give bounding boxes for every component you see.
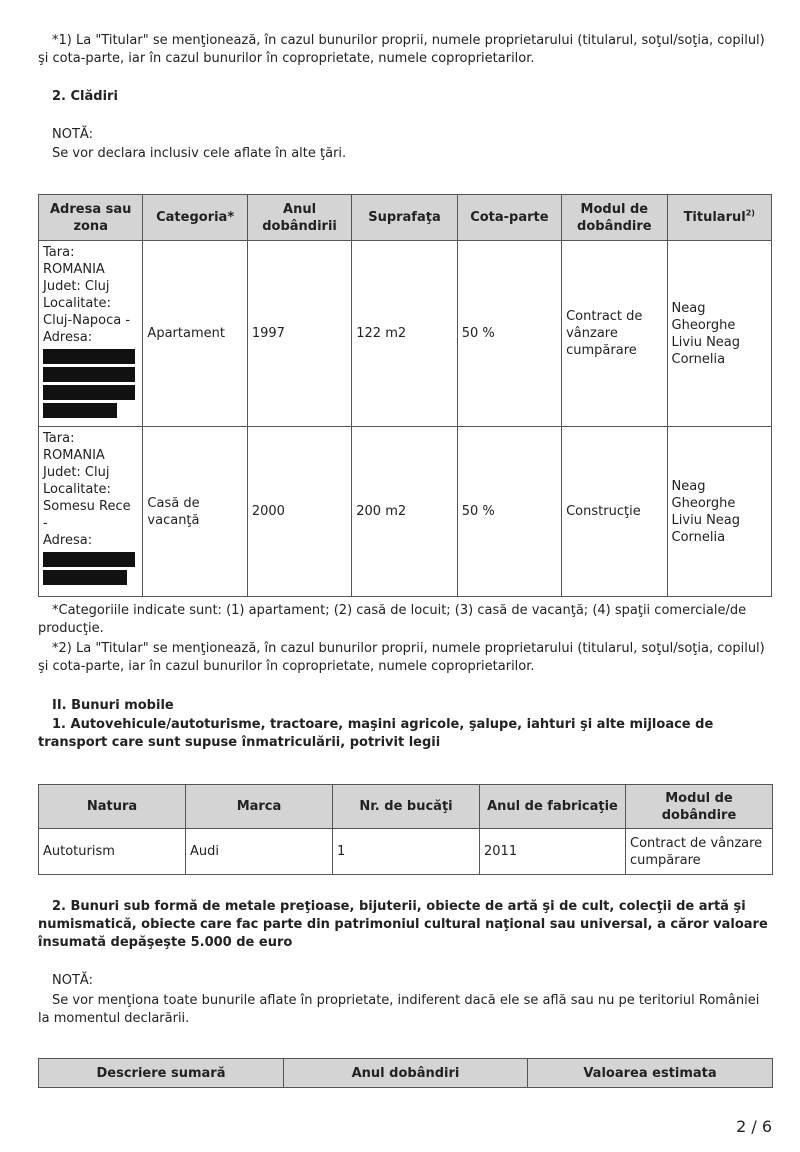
redaction-bar	[43, 385, 135, 400]
area-cell: 200 m2	[352, 427, 457, 597]
address-line: -	[43, 516, 48, 531]
address-line: ROMANIA	[43, 262, 105, 277]
header-anul: Anul dobândirii	[247, 195, 351, 241]
header-suprafata: Suprafaţa	[352, 195, 457, 241]
header-adresa: Adresa sau zona	[39, 195, 143, 241]
category-cell: Casă de vacanţă	[143, 427, 247, 597]
table-header-row	[39, 785, 773, 829]
year-cell: 2011	[480, 829, 626, 875]
table-header-row	[39, 1059, 773, 1088]
header-titular-sup: 2)	[745, 208, 755, 218]
redaction-bar	[43, 367, 135, 382]
share-cell: 50 %	[457, 427, 561, 597]
address-line: Tara:	[43, 431, 75, 446]
header-modul-dobandire: Modul de dobândire	[626, 785, 773, 829]
address-line: Adresa:	[43, 533, 93, 548]
year-cell: 2000	[247, 427, 351, 597]
cladiri-footnote-categories: *Categoriile indicate sunt: (1) apartament; (2) casă de locuit; (3) casă de vacanţă; (4) spaţii comerciale/de producţie.	[38, 603, 747, 636]
address-cell	[39, 241, 143, 427]
header-marca: Marca	[186, 785, 333, 829]
valuables-table	[38, 1058, 773, 1088]
header-categoria: Categoria*	[143, 195, 247, 241]
header-titular	[667, 195, 771, 241]
nature-cell: Autoturism	[39, 829, 186, 875]
header-an-fabricatie: Anul de fabricaţie	[480, 785, 626, 829]
header-cota: Cota-parte	[457, 195, 561, 241]
mode-cell: Contract de vânzare cumpărare	[626, 829, 773, 875]
section-cladiri-title: 2. Clădiri	[52, 89, 118, 104]
brand-cell: Audi	[186, 829, 333, 875]
valuables-nota-label: NOTĂ:	[52, 973, 93, 988]
address-line: Somesu Rece	[43, 499, 131, 514]
address-line: Cluj-Napoca -	[43, 313, 131, 328]
redaction-bar	[43, 570, 127, 585]
address-line: Judet: Cluj	[43, 465, 110, 480]
header-titular-label: Titularul	[683, 210, 746, 225]
redaction-bar	[43, 349, 135, 364]
category-cell: Apartament	[143, 241, 247, 427]
owners-cell: Neag Gheorghe Liviu Neag Cornelia	[667, 241, 771, 427]
address-cell	[39, 427, 143, 597]
top-titular-note: *1) La "Titular" se menţionează, în cazul bunurilor proprii, numele proprietarului (titularul, soţul/soţia, copilul) şi cota-parte, iar în cazul bunurilor în coproprietate, numele coproprietarilor.	[38, 33, 765, 66]
address-line: ROMANIA	[43, 448, 105, 463]
mode-cell: Construcţie	[562, 427, 667, 597]
header-anul-dobandiri: Anul dobândiri	[284, 1059, 528, 1088]
redaction-bar	[43, 403, 117, 418]
year-cell: 1997	[247, 241, 351, 427]
header-natura: Natura	[39, 785, 186, 829]
page-number: 2 / 6	[736, 1117, 772, 1136]
address-line: Localitate:	[43, 482, 111, 497]
owners-cell: Neag Gheorghe Liviu Neag Cornelia	[667, 427, 771, 597]
address-line: Tara:	[43, 245, 75, 260]
section-mobile-subtitle: 1. Autovehicule/autoturisme, tractoare, maşini agricole, şalupe, iahturi şi alte mijloace de transport care sunt supuse înmatriculării, potrivit legii	[38, 717, 714, 750]
mode-cell: Contract de vânzare cumpărare	[562, 241, 667, 427]
header-modul: Modul de dobândire	[562, 195, 667, 241]
header-descriere: Descriere sumară	[39, 1059, 284, 1088]
area-cell: 122 m2	[352, 241, 457, 427]
section-valuables-title: 2. Bunuri sub formă de metale preţioase, bijuterii, obiecte de artă şi de cult, colecţii de artă şi numismatică, obiecte care fac parte din patrimoniul cultural naţional sau universal, a căror valoare însumată depăşeşte 5.000 de euro	[38, 899, 768, 950]
table-header-row	[39, 195, 772, 241]
address-line: Adresa:	[43, 330, 93, 345]
table-row	[39, 241, 772, 427]
section-mobile-title: II. Bunuri mobile	[52, 698, 174, 713]
count-cell: 1	[333, 829, 480, 875]
valuables-nota-text: Se vor menţiona toate bunurile aflate în proprietate, indiferent dacă ele se află sau nu pe teritoriul României la momentul declarării.	[38, 993, 760, 1026]
redaction-bar	[43, 552, 135, 567]
cladiri-footnote-titular: *2) La "Titular" se menţionează, în cazul bunurilor proprii, numele proprietarului (titularul, soţul/soţia, copilul) şi cota-parte, iar în cazul bunurilor în coproprietate, numele coproprietarilor.	[38, 641, 765, 674]
vehicles-table	[38, 784, 773, 875]
address-line: Judet: Cluj	[43, 279, 110, 294]
share-cell: 50 %	[457, 241, 561, 427]
header-bucati: Nr. de bucăţi	[333, 785, 480, 829]
cladiri-nota-text: Se vor declara inclusiv cele aflate în alte ţări.	[52, 146, 347, 161]
header-valoarea: Valoarea estimata	[528, 1059, 773, 1088]
address-line: Localitate:	[43, 296, 111, 311]
cladiri-nota-label: NOTĂ:	[52, 127, 93, 142]
table-row	[39, 427, 772, 597]
table-row	[39, 829, 773, 875]
cladiri-table	[38, 194, 772, 597]
